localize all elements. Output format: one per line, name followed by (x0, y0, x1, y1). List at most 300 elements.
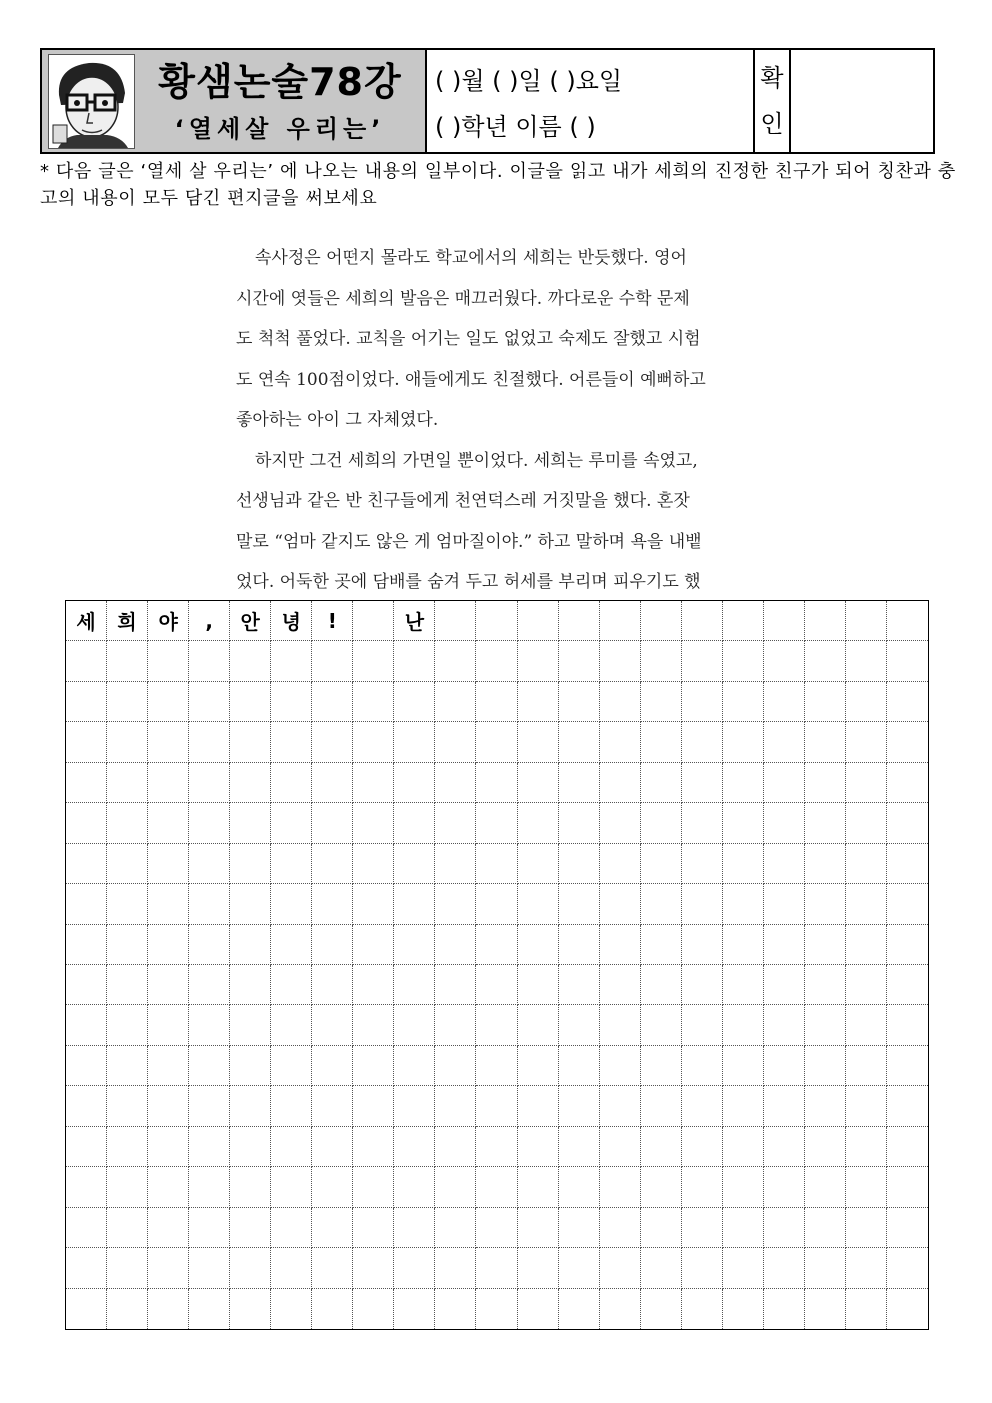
confirm-signature-box[interactable] (791, 50, 933, 152)
grid-cell[interactable] (805, 884, 846, 924)
grid-cell[interactable] (764, 925, 805, 965)
grid-cell[interactable] (435, 1086, 476, 1126)
grid-cell[interactable] (518, 1086, 559, 1126)
grid-cell[interactable] (107, 1248, 148, 1288)
grid-cell[interactable] (518, 1167, 559, 1207)
grid-cell[interactable] (682, 925, 723, 965)
grid-cell[interactable] (353, 965, 394, 1005)
grid-cell[interactable] (435, 641, 476, 681)
grid-cell[interactable] (148, 763, 189, 803)
grid-cell[interactable] (476, 884, 517, 924)
grid-cell[interactable] (887, 601, 928, 641)
grid-cell[interactable] (682, 1208, 723, 1248)
grid-cell[interactable] (312, 682, 353, 722)
grid-cell[interactable] (846, 1289, 887, 1329)
grid-cell[interactable] (435, 925, 476, 965)
grid-cell[interactable] (682, 965, 723, 1005)
grid-cell[interactable] (559, 884, 600, 924)
grid-cell[interactable] (148, 1208, 189, 1248)
grid-cell[interactable] (189, 763, 230, 803)
grid-cell[interactable] (641, 1086, 682, 1126)
grid-cell[interactable] (189, 722, 230, 762)
grid-cell[interactable] (476, 722, 517, 762)
grid-cell[interactable]: 세 (66, 601, 107, 641)
grid-cell[interactable] (312, 844, 353, 884)
grid-cell[interactable] (66, 803, 107, 843)
grid-cell[interactable] (518, 803, 559, 843)
grid-cell[interactable] (148, 1046, 189, 1086)
grid-cell[interactable] (641, 965, 682, 1005)
grid-cell[interactable] (148, 641, 189, 681)
grid-cell[interactable] (107, 965, 148, 1005)
grid-cell[interactable] (846, 1086, 887, 1126)
grid-cell[interactable] (353, 601, 394, 641)
grid-cell[interactable] (723, 1289, 764, 1329)
grid-cell[interactable] (887, 1127, 928, 1167)
grid-cell[interactable] (600, 682, 641, 722)
grid-cell[interactable] (887, 884, 928, 924)
grid-cell[interactable] (600, 1086, 641, 1126)
grid-cell[interactable] (887, 965, 928, 1005)
grid-cell[interactable] (107, 1208, 148, 1248)
grid-cell[interactable] (805, 722, 846, 762)
grid-cell[interactable] (107, 1005, 148, 1045)
grid-cell[interactable] (353, 803, 394, 843)
grid-cell[interactable] (559, 682, 600, 722)
grid-cell[interactable] (66, 1046, 107, 1086)
grid-cell[interactable] (148, 1167, 189, 1207)
grid-cell[interactable] (107, 1127, 148, 1167)
grid-cell[interactable] (271, 1289, 312, 1329)
grid-cell[interactable] (271, 925, 312, 965)
grid-cell[interactable] (682, 1127, 723, 1167)
grid-cell[interactable] (271, 1248, 312, 1288)
grid-cell[interactable] (805, 1086, 846, 1126)
grid-cell[interactable] (723, 844, 764, 884)
grid-cell[interactable] (846, 1167, 887, 1207)
grid-cell[interactable] (764, 682, 805, 722)
grid-cell[interactable] (476, 1127, 517, 1167)
grid-cell[interactable] (723, 1086, 764, 1126)
grid-cell[interactable] (641, 925, 682, 965)
grid-cell[interactable] (312, 965, 353, 1005)
grid-cell[interactable] (559, 803, 600, 843)
grid-cell[interactable] (189, 925, 230, 965)
grid-cell[interactable] (107, 803, 148, 843)
grid-cell[interactable] (189, 1086, 230, 1126)
grid-cell[interactable] (764, 844, 805, 884)
grid-cell[interactable] (189, 641, 230, 681)
grid-cell[interactable] (518, 1208, 559, 1248)
grid-cell[interactable] (846, 965, 887, 1005)
grid-cell[interactable] (394, 965, 435, 1005)
grid-cell[interactable] (476, 641, 517, 681)
grid-cell[interactable] (271, 763, 312, 803)
grid-cell[interactable] (189, 803, 230, 843)
grid-cell[interactable] (805, 1167, 846, 1207)
grid-cell[interactable] (559, 1248, 600, 1288)
grid-cell[interactable] (312, 763, 353, 803)
grid-cell[interactable] (600, 763, 641, 803)
grid-cell[interactable] (887, 844, 928, 884)
grid-cell[interactable] (518, 1005, 559, 1045)
grid-cell[interactable] (66, 722, 107, 762)
grid-cell[interactable] (230, 1086, 271, 1126)
grid-cell[interactable]: 야 (148, 601, 189, 641)
grid-cell[interactable] (764, 1248, 805, 1288)
grid-cell[interactable] (805, 682, 846, 722)
grid-cell[interactable] (107, 1046, 148, 1086)
grid-cell[interactable] (764, 1046, 805, 1086)
grid-cell[interactable] (559, 1208, 600, 1248)
grid-cell[interactable] (846, 641, 887, 681)
grid-cell[interactable] (764, 722, 805, 762)
grid-cell[interactable] (641, 1127, 682, 1167)
grid-cell[interactable] (271, 641, 312, 681)
grid-cell[interactable] (230, 1005, 271, 1045)
grid-cell[interactable] (271, 965, 312, 1005)
grid-cell[interactable] (148, 884, 189, 924)
grid-cell[interactable] (764, 641, 805, 681)
grid-cell[interactable] (394, 844, 435, 884)
date-field[interactable]: ( )월 ( )일 ( )요일 (435, 67, 623, 95)
grid-cell[interactable] (230, 641, 271, 681)
grid-cell[interactable] (353, 844, 394, 884)
grid-cell[interactable] (805, 1005, 846, 1045)
grid-cell[interactable] (600, 844, 641, 884)
grid-cell[interactable] (107, 641, 148, 681)
grid-cell[interactable] (764, 1208, 805, 1248)
grid-cell[interactable] (66, 682, 107, 722)
grid-cell[interactable] (394, 1005, 435, 1045)
grid-cell[interactable] (518, 1289, 559, 1329)
grid-cell[interactable] (189, 884, 230, 924)
grid-cell[interactable] (107, 1167, 148, 1207)
grid-cell[interactable] (600, 641, 641, 681)
grid-cell[interactable] (805, 1289, 846, 1329)
grid-cell[interactable] (66, 763, 107, 803)
grid-cell[interactable] (846, 1248, 887, 1288)
grid-cell[interactable] (66, 1208, 107, 1248)
grid-cell[interactable]: 난 (394, 601, 435, 641)
grid-cell[interactable] (723, 722, 764, 762)
grid-cell[interactable] (353, 641, 394, 681)
grid-cell[interactable] (559, 722, 600, 762)
grid-cell[interactable] (312, 1127, 353, 1167)
grid-cell[interactable] (723, 1127, 764, 1167)
grid-cell[interactable] (641, 1046, 682, 1086)
grid-cell[interactable] (805, 763, 846, 803)
grid-cell[interactable] (312, 641, 353, 681)
grid-cell[interactable] (230, 1127, 271, 1167)
grid-cell[interactable] (518, 884, 559, 924)
grid-cell[interactable] (476, 965, 517, 1005)
grid-cell[interactable] (271, 1127, 312, 1167)
grid-cell[interactable] (66, 1289, 107, 1329)
grid-cell[interactable] (682, 1046, 723, 1086)
grid-cell[interactable] (682, 803, 723, 843)
writing-grid[interactable] (65, 600, 929, 1330)
grid-cell[interactable] (271, 1208, 312, 1248)
grid-cell[interactable] (394, 1208, 435, 1248)
grid-cell[interactable] (107, 682, 148, 722)
grid-cell[interactable] (846, 1046, 887, 1086)
grid-cell[interactable] (353, 1208, 394, 1248)
grid-cell[interactable] (107, 844, 148, 884)
grid-cell[interactable] (148, 1005, 189, 1045)
grid-cell[interactable] (641, 722, 682, 762)
grid-cell[interactable] (682, 844, 723, 884)
grid-cell[interactable] (641, 682, 682, 722)
grid-cell[interactable] (887, 763, 928, 803)
grid-cell[interactable] (600, 1208, 641, 1248)
grid-cell[interactable] (230, 763, 271, 803)
grid-cell[interactable] (230, 884, 271, 924)
grid-cell[interactable] (435, 1208, 476, 1248)
grid-cell[interactable] (435, 965, 476, 1005)
grid-cell[interactable] (518, 1046, 559, 1086)
grid-cell[interactable] (312, 1289, 353, 1329)
grid-cell[interactable] (805, 844, 846, 884)
grid-cell[interactable] (805, 925, 846, 965)
grid-cell[interactable] (559, 1167, 600, 1207)
grid-cell[interactable] (312, 722, 353, 762)
grid-cell[interactable] (189, 965, 230, 1005)
grid-cell[interactable] (66, 884, 107, 924)
grid-cell[interactable] (723, 1167, 764, 1207)
grid-cell[interactable] (600, 803, 641, 843)
grid-cell[interactable] (271, 1005, 312, 1045)
grid-cell[interactable] (723, 763, 764, 803)
grid-cell[interactable] (476, 1248, 517, 1288)
grid-cell[interactable] (66, 1127, 107, 1167)
grid-cell[interactable] (435, 803, 476, 843)
grid-cell[interactable] (600, 1046, 641, 1086)
grid-cell[interactable] (353, 722, 394, 762)
grid-cell[interactable] (682, 884, 723, 924)
grid-cell[interactable] (394, 1248, 435, 1288)
grid-cell[interactable] (148, 1248, 189, 1288)
grid-cell[interactable] (312, 925, 353, 965)
grid-cell[interactable] (805, 965, 846, 1005)
grid-cell[interactable] (846, 763, 887, 803)
grid-cell[interactable] (394, 682, 435, 722)
grid-cell[interactable] (230, 1208, 271, 1248)
grid-cell[interactable] (189, 1208, 230, 1248)
grid-cell[interactable] (148, 1127, 189, 1167)
grid-cell[interactable] (723, 965, 764, 1005)
grid-cell[interactable] (887, 1208, 928, 1248)
grid-cell[interactable] (518, 925, 559, 965)
grid-cell[interactable] (723, 1208, 764, 1248)
grid-cell[interactable] (107, 884, 148, 924)
grid-cell[interactable] (312, 1248, 353, 1288)
grid-cell[interactable] (435, 682, 476, 722)
grid-cell[interactable] (435, 1167, 476, 1207)
grid-cell[interactable] (764, 1167, 805, 1207)
grid-cell[interactable] (189, 1167, 230, 1207)
grid-cell[interactable] (66, 1248, 107, 1288)
grid-cell[interactable] (559, 1046, 600, 1086)
grid-cell[interactable] (559, 1086, 600, 1126)
grid-cell[interactable] (887, 1248, 928, 1288)
grid-cell[interactable] (476, 925, 517, 965)
grid-cell[interactable] (764, 1086, 805, 1126)
grid-cell[interactable] (394, 763, 435, 803)
grid-cell[interactable] (476, 682, 517, 722)
grid-cell[interactable] (641, 1167, 682, 1207)
grid-cell[interactable] (682, 1086, 723, 1126)
grid-cell[interactable] (887, 641, 928, 681)
grid-cell[interactable] (682, 641, 723, 681)
grid-cell[interactable] (476, 1208, 517, 1248)
grid-cell[interactable] (353, 763, 394, 803)
grid-cell[interactable] (435, 1005, 476, 1045)
grid-cell[interactable] (805, 803, 846, 843)
grid-cell[interactable] (559, 844, 600, 884)
grid-cell[interactable] (764, 1127, 805, 1167)
grid-cell[interactable] (476, 1167, 517, 1207)
grid-cell[interactable] (518, 641, 559, 681)
grid-cell[interactable] (353, 1248, 394, 1288)
grid-cell[interactable] (600, 925, 641, 965)
grid-cell[interactable] (476, 803, 517, 843)
grid-cell[interactable] (559, 1289, 600, 1329)
grid-cell[interactable] (641, 763, 682, 803)
grid-cell[interactable] (846, 803, 887, 843)
grid-cell[interactable] (559, 925, 600, 965)
grid-cell[interactable] (66, 925, 107, 965)
grid-cell[interactable] (518, 1127, 559, 1167)
grid-cell[interactable] (476, 1289, 517, 1329)
grid-cell[interactable] (518, 965, 559, 1005)
grid-cell[interactable] (435, 844, 476, 884)
grid-cell[interactable] (353, 682, 394, 722)
grid-cell[interactable] (230, 682, 271, 722)
grid-cell[interactable] (476, 844, 517, 884)
grid-cell[interactable] (682, 1167, 723, 1207)
grid-cell[interactable] (230, 1289, 271, 1329)
grid-cell[interactable] (435, 1248, 476, 1288)
grid-cell[interactable] (559, 763, 600, 803)
grid-cell[interactable] (764, 1289, 805, 1329)
grid-cell[interactable] (600, 1005, 641, 1045)
grid-cell[interactable] (600, 884, 641, 924)
grid-cell[interactable] (723, 641, 764, 681)
grid-cell[interactable] (600, 1167, 641, 1207)
grid-cell[interactable] (723, 1005, 764, 1045)
grid-cell[interactable] (66, 965, 107, 1005)
grid-cell[interactable] (887, 1005, 928, 1045)
grid-cell[interactable] (394, 1086, 435, 1126)
grid-cell[interactable] (805, 1046, 846, 1086)
grid-cell[interactable] (189, 844, 230, 884)
grid-cell[interactable] (682, 1248, 723, 1288)
grid-cell[interactable] (887, 803, 928, 843)
grid-cell[interactable]: 안 (230, 601, 271, 641)
grid-cell[interactable] (518, 763, 559, 803)
grid-cell[interactable] (189, 1005, 230, 1045)
grid-cell[interactable] (353, 1289, 394, 1329)
grid-cell[interactable] (887, 1046, 928, 1086)
grid-cell[interactable] (764, 803, 805, 843)
grid-cell[interactable] (641, 1005, 682, 1045)
grid-cell[interactable] (764, 601, 805, 641)
grid-cell[interactable] (271, 1167, 312, 1207)
grid-cell[interactable] (641, 1208, 682, 1248)
grid-cell[interactable] (887, 1289, 928, 1329)
grid-cell[interactable] (682, 601, 723, 641)
grid-cell[interactable] (764, 965, 805, 1005)
grid-cell[interactable] (312, 1208, 353, 1248)
grade-name-field[interactable]: ( )학년 이름 ( ) (435, 113, 596, 141)
grid-cell[interactable] (353, 1127, 394, 1167)
grid-cell[interactable] (107, 925, 148, 965)
grid-cell[interactable] (66, 641, 107, 681)
grid-cell[interactable] (805, 1127, 846, 1167)
grid-cell[interactable] (394, 641, 435, 681)
grid-cell[interactable] (230, 965, 271, 1005)
grid-cell[interactable] (189, 1289, 230, 1329)
grid-cell[interactable] (353, 1167, 394, 1207)
grid-cell[interactable] (271, 682, 312, 722)
grid-cell[interactable] (394, 1289, 435, 1329)
grid-cell[interactable] (230, 1167, 271, 1207)
grid-cell[interactable] (312, 1046, 353, 1086)
grid-cell[interactable] (846, 1127, 887, 1167)
grid-cell[interactable] (107, 722, 148, 762)
grid-cell[interactable]: 희 (107, 601, 148, 641)
grid-cell[interactable] (394, 1046, 435, 1086)
grid-cell[interactable] (600, 601, 641, 641)
grid-cell[interactable] (641, 844, 682, 884)
grid-cell[interactable] (764, 1005, 805, 1045)
grid-cell[interactable] (846, 722, 887, 762)
grid-cell[interactable] (435, 884, 476, 924)
grid-cell[interactable]: ! (312, 601, 353, 641)
grid-cell[interactable] (312, 1086, 353, 1126)
grid-cell[interactable] (435, 1127, 476, 1167)
grid-cell[interactable] (230, 803, 271, 843)
grid-cell[interactable] (641, 1289, 682, 1329)
grid-cell[interactable] (271, 1046, 312, 1086)
grid-cell[interactable] (107, 1289, 148, 1329)
grid-cell[interactable] (353, 884, 394, 924)
grid-cell[interactable] (600, 1127, 641, 1167)
grid-cell[interactable] (518, 1248, 559, 1288)
grid-cell[interactable] (394, 1127, 435, 1167)
grid-cell[interactable] (189, 1127, 230, 1167)
grid-cell[interactable] (600, 1289, 641, 1329)
grid-cell[interactable] (148, 722, 189, 762)
grid-cell[interactable] (682, 1005, 723, 1045)
grid-cell[interactable] (559, 1005, 600, 1045)
grid-cell[interactable] (271, 1086, 312, 1126)
grid-cell[interactable] (435, 601, 476, 641)
grid-cell[interactable] (66, 1167, 107, 1207)
grid-cell[interactable] (312, 1005, 353, 1045)
grid-cell[interactable] (353, 925, 394, 965)
grid-cell[interactable] (682, 722, 723, 762)
grid-cell[interactable] (148, 682, 189, 722)
grid-cell[interactable] (887, 925, 928, 965)
grid-cell[interactable] (600, 722, 641, 762)
grid-cell[interactable]: 녕 (271, 601, 312, 641)
grid-cell[interactable] (846, 1208, 887, 1248)
grid-cell[interactable] (148, 1289, 189, 1329)
grid-cell[interactable] (353, 1086, 394, 1126)
grid-cell[interactable] (641, 803, 682, 843)
